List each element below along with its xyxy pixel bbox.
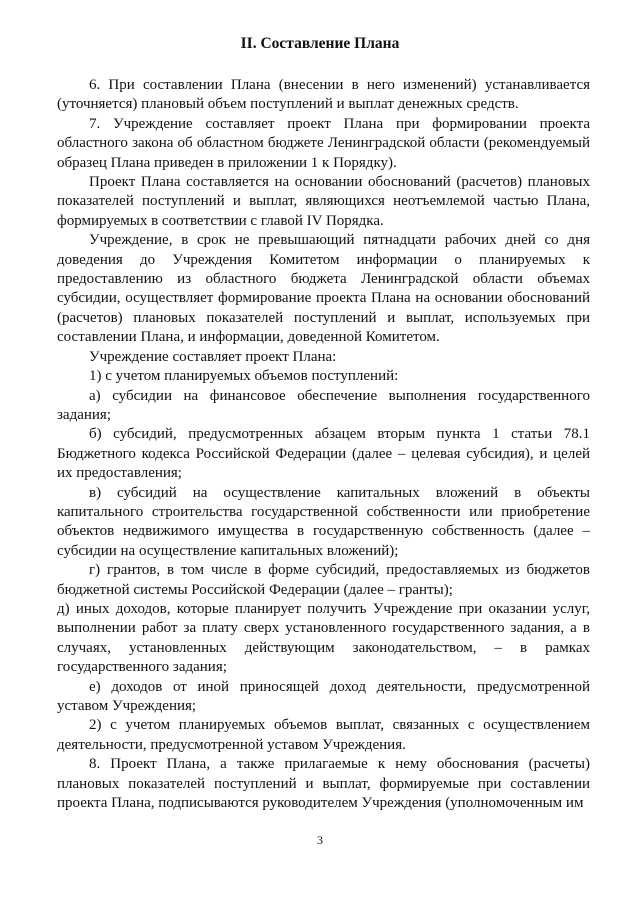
list-item-d: д) иных доходов, которые планирует получить Учреждение при оказании услуг, выполнении работ за плату сверх установленного государственного задания, а в случаях, установленных действующим законодательством, – в рамках государственного задания;	[57, 600, 590, 676]
paragraph-plan-basis: Проект Плана составляется на основании обоснований (расчетов) плановых показателей поступлений и выплат, являющихся неотъемлемой частью Плана, формируемых в соответствии с главой IV Порядка.	[57, 174, 590, 229]
paragraph-7: 7. Учреждение составляет проект Плана при формировании проекта областного закона об областном бюджете Ленинградской области (рекомендуемый образец Плана приведен в приложении 1 к Порядку).	[57, 115, 590, 171]
list-item-e: е) доходов от иной приносящей доход деятельности, предусмотренной уставом Учреждения;	[57, 678, 590, 714]
paragraph-plan-drafting: Учреждение составляет проект Плана:	[89, 348, 337, 365]
document-body	[57, 76, 590, 813]
paragraph-6: 6. При составлении Плана (внесении в него изменений) устанавливается (уточняется) плановый объем поступлений и выплат денежных средств.	[57, 77, 590, 113]
paragraph-deadline: Учреждение, в срок не превышающий пятнадцати рабочих дней со дня доведения до Учреждения Комитетом информации о планируемых к предоставлению из областного бюджета Ленинградской области объемах субсидии, осуществляет формирование проекта Плана на основании обоснований (расчетов) плановых показателей поступлений и выплат, используемых при составлении Плана, и информации, доведенной Комитетом.	[57, 232, 590, 346]
list-item-2: 2) с учетом планируемых объемов выплат, связанных с осуществлением деятельности, предусмотренной уставом Учреждения.	[57, 717, 590, 753]
list-item-g: г) грантов, в том числе в форме субсидий, предоставляемых из бюджетов бюджетной системы Российской Федерации (далее – гранты);	[57, 562, 590, 598]
list-item-a: а) субсидии на финансовое обеспечение выполнения государственного задания;	[57, 387, 590, 423]
section-heading: II. Составление Плана	[240, 35, 400, 52]
list-item-1: 1) с учетом планируемых объемов поступлений:	[89, 368, 399, 385]
page-number: 3	[317, 833, 323, 847]
list-item-b: б) субсидий, предусмотренных абзацем вторым пункта 1 статьи 78.1 Бюджетного кодекса Российской Федерации (далее – целевая субсидия), и целей их предоставления;	[57, 426, 590, 482]
list-item-v: в) субсидий на осуществление капитальных вложений в объекты капитального строительства государственной собственности или приобретение объектов недвижимого имущества в государственную собственность (далее – субсидии на осуществление капитальных вложений);	[57, 484, 590, 559]
paragraph-8: 8. Проект Плана, а также прилагаемые к нему обоснования (расчеты) плановых показателей поступлений и выплат, формируемые при составлении проекта Плана, подписываются руководителем Учреждения (уполномоченным им	[57, 756, 590, 812]
